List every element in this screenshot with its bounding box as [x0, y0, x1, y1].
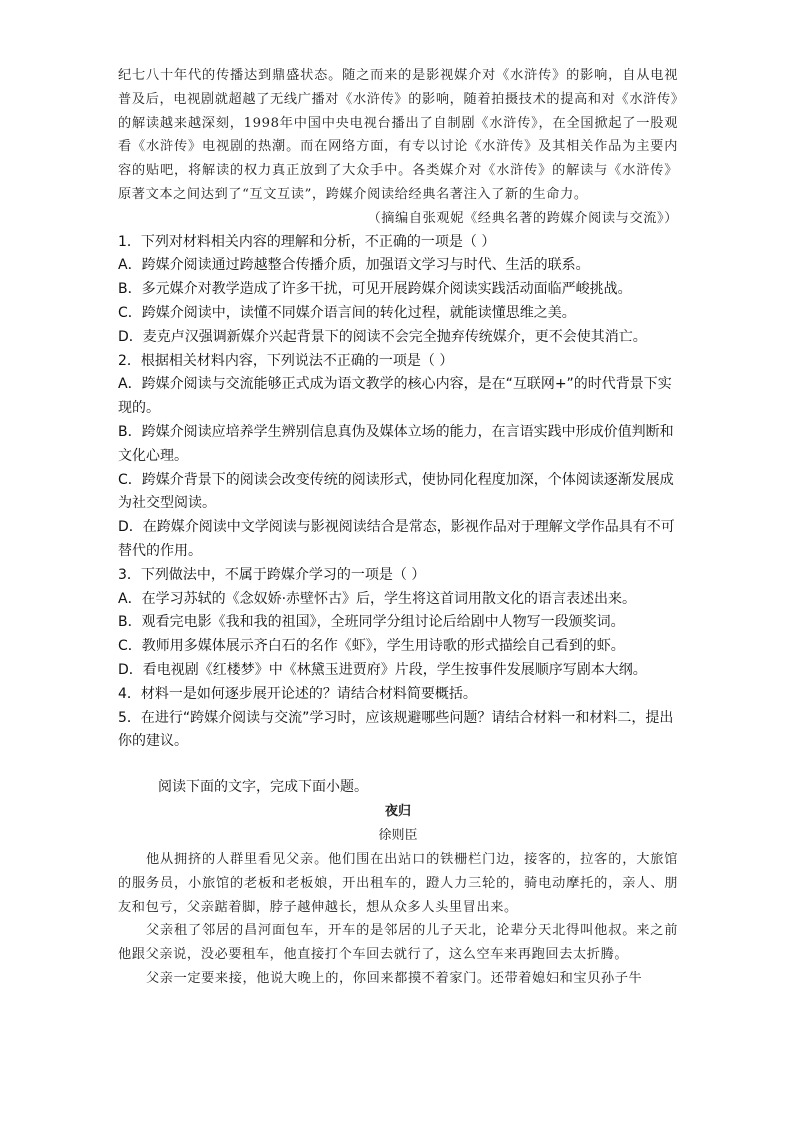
material-source: （摘编自张观妮《经典名著的跨媒介阅读与交流》）: [367, 210, 678, 226]
story-paragraph: 他从拥挤的人群里看见父亲。他们围在出站口的铁栅栏门边，接客的，拉客的，大旅馆的服务员，小旅馆的老板和老板娘，开出租车的，蹬人力三轮的，骑电动摩托的，亲人、朋友和包亏，父亲踮着脚，脖子越伸越长，想从众多人头里冒出来。: [118, 851, 678, 915]
material-paragraph: 纪七八十年代的传播达到鼎盛状态。随之而来的是影视媒介对《水浒传》的影响，自从电视普及后，电视剧就超越了无线广播对《水浒传》的影响，随着拍摄技术的提高和对《水浒传》的解读越来越深刻，1998年中国中央电视台播出了自制剧《水浒传》，在全国掀起了一股观看《水浒传》电视剧的热潮。而在网络方面，有专以讨论《水浒传》及其相关作品为主要内容的贴吧，将解读的权力真正放到了大众手中。各类媒介对《水浒传》的解读与《水浒传》原著文本之间达到了“互文互读”，跨媒介阅读给经典名著注入了新的生命力。: [118, 68, 678, 202]
story-body: [118, 848, 678, 991]
option-c: C．教师用多媒体展示齐白石的名作《虾》，学生用诗歌的形式描绘自己看到的虾。: [118, 638, 625, 655]
question-3: [118, 564, 678, 683]
document-content: [118, 64, 678, 991]
question-1: [118, 231, 678, 350]
question-stem: 4．材料一是如何逐步展开论述的？请结合材料简要概括。: [118, 685, 477, 702]
option-a: A．跨媒介阅读与交流能够正式成为语文教学的核心内容，是在“互联网+”的时代背景下实现的。: [118, 376, 672, 417]
option-d: D．麦克卢汉强调新媒介兴起背景下的阅读不会完全抛弃传统媒介，更不会使其消亡。: [118, 328, 647, 345]
option-b: B．观看完电影《我和我的祖国》，全班同学分组讨论后给剧中人物写一段颁奖词。: [118, 614, 625, 631]
question-2: [118, 350, 678, 564]
question-stem: 3．下列做法中，不属于跨媒介学习的一项是（ ）: [118, 566, 426, 583]
option-b: B．跨媒介阅读应培养学生辨别信息真伪及媒体立场的能力，在言语实践中形成价值判断和文化心理。: [118, 423, 674, 464]
story-paragraph: 父亲一定要来接，他说大晚上的，你回来都摸不着家门。还带着媳妇和宝贝孙子牛: [146, 970, 643, 986]
option-d: D．在跨媒介阅读中文学阅读与影视阅读结合是常态，影视作品对于理解文学作品具有不可替代的作用。: [118, 519, 675, 559]
story-author: 徐则臣: [378, 827, 418, 843]
question-stem: 5．在进行“跨媒介阅读与交流”学习时，应该规避哪些问题？请结合材料一和材料二，提出你的建议。: [118, 709, 674, 750]
option-c: C．跨媒介阅读中，读懂不同媒介语言间的转化过程，就能读懂思维之美。: [118, 304, 576, 321]
story-title: 夜归: [384, 803, 411, 819]
question-5: [118, 707, 678, 755]
question-stem: 2．根据相关材料内容，下列说法不正确的一项是（ ）: [118, 352, 454, 369]
option-a: A．跨媒介阅读通过跨越整合传播介质，加强语文学习与时代、生活的联系。: [118, 257, 590, 274]
option-a: A．在学习苏轼的《念奴娇·赤壁怀古》后，学生将这首词用散文化的语言表述出来。: [118, 590, 637, 607]
option-c: C．跨媒介背景下的阅读会改变传统的阅读形式，使协同化程度加深，个体阅读逐渐发展成为社交型阅读。: [118, 471, 674, 512]
reading-instruction: 阅读下面的文字，完成下面小题。: [158, 779, 368, 796]
option-b: B．多元媒介对教学造成了许多干扰，可见开展跨媒介阅读实践活动面临严峻挑战。: [118, 281, 632, 298]
story-paragraph: 父亲租了邻居的昌河面包车，开车的是邻居的儿子天北，论辈分天北得叫他叔。来之前他跟父亲说，没必要租车，他直接打个车回去就行了，这么空车来再跑回去太折腾。: [118, 923, 678, 963]
question-4: [118, 683, 678, 707]
option-d: D．看电视剧《红楼梦》中《林黛玉进贾府》片段，学生按事件发展顺序写剧本大纲。: [118, 661, 647, 678]
question-list: [118, 231, 678, 800]
question-stem: 1．下列对材料相关内容的理解和分析，不正确的一项是（ ）: [118, 233, 496, 250]
